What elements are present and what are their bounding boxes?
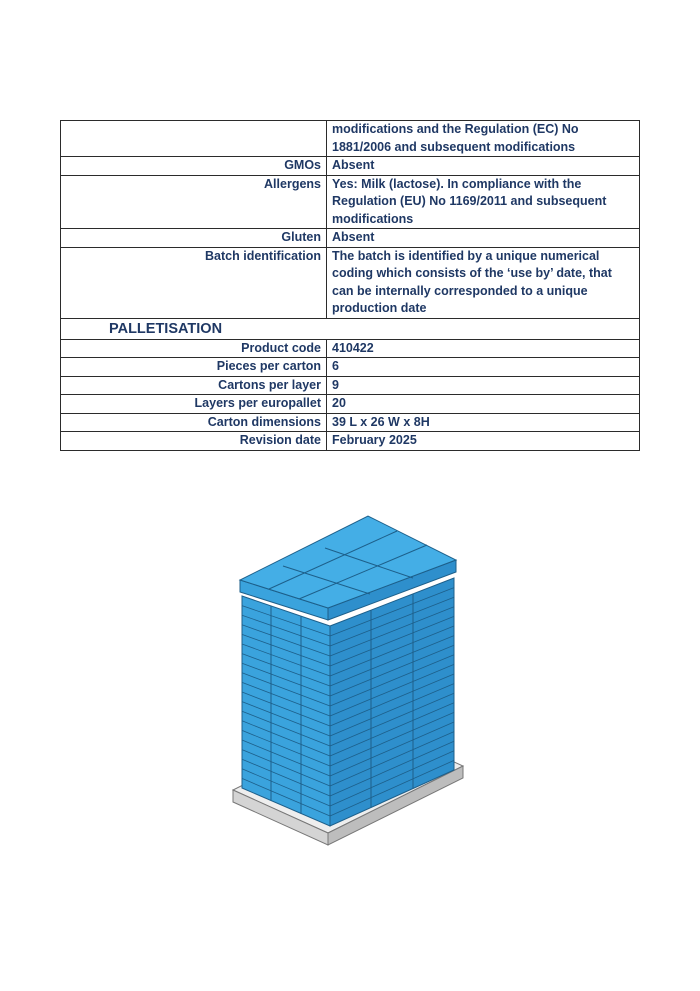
row-value: Absent (327, 229, 640, 248)
row-value: Absent (327, 157, 640, 176)
table-row (61, 121, 640, 157)
table-row (61, 413, 640, 432)
row-value: 410422 (327, 339, 640, 358)
table-row (61, 358, 640, 377)
row-label (61, 121, 327, 157)
section-row (61, 318, 640, 339)
row-value: The batch is identified by a unique numerical coding which consists of the ‘use by’ date, that can be internally corresponded to a unique production date (327, 247, 640, 318)
row-label: Revision date (61, 432, 327, 451)
row-value: 6 (327, 358, 640, 377)
table-row (61, 229, 640, 248)
row-label: GMOs (61, 157, 327, 176)
row-value: 39 L x 26 W x 8H (327, 413, 640, 432)
row-label: Allergens (61, 175, 327, 229)
table-row (61, 376, 640, 395)
row-label: Gluten (61, 229, 327, 248)
table-row (61, 395, 640, 414)
table-row (61, 175, 640, 229)
row-value: 20 (327, 395, 640, 414)
row-label: Pieces per carton (61, 358, 327, 377)
row-label: Cartons per layer (61, 376, 327, 395)
row-label: Batch identification (61, 247, 327, 318)
row-value: February 2025 (327, 432, 640, 451)
row-label: Product code (61, 339, 327, 358)
section-title: PALLETISATION (61, 318, 640, 339)
row-label: Carton dimensions (61, 413, 327, 432)
row-value: modifications and the Regulation (EC) No 1881/2006 and subsequent modifications (327, 121, 640, 157)
table-row (61, 339, 640, 358)
table-row (61, 432, 640, 451)
row-label: Layers per europallet (61, 395, 327, 414)
row-value: 9 (327, 376, 640, 395)
pallet-stack-icon (228, 508, 468, 848)
specification-table (60, 120, 640, 451)
table-row (61, 157, 640, 176)
table-row (61, 247, 640, 318)
row-value: Yes: Milk (lactose). In compliance with the Regulation (EU) No 1169/2011 and subsequent modifications (327, 175, 640, 229)
